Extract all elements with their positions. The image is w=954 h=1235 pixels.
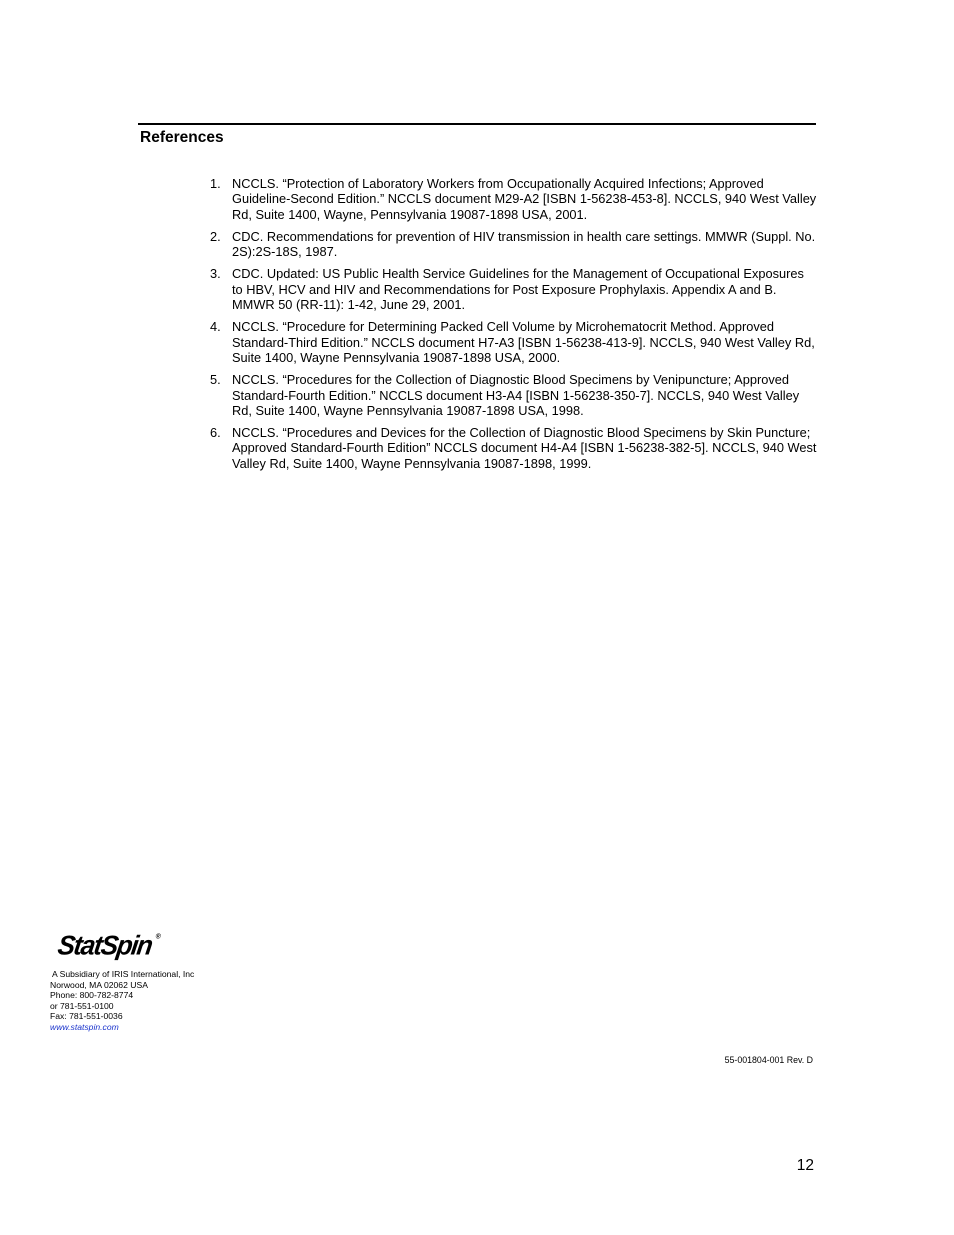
reference-text: NCCLS. “Protection of Laboratory Workers from Occupationally Acquired Infections; Approved Guideline-Second Edition.” NCCLS document M29-A2 [ISBN 1-56238-453-8]. NCCLS, 940 West Valley Rd, Suite 1400, Wayne, Pennsylvania 19087-1898 USA, 2001. <box>232 176 817 222</box>
reference-text: NCCLS. “Procedures for the Collection of Diagnostic Blood Specimens by Venipuncture; Approved Standard-Fourth Edition.” NCCLS document H3-A4 [ISBN 1-56238-350-7]. NCCLS, 940 West Valley Rd, Suite 1400, Wayne Pennsylvania 19087-1898 USA, 1998. <box>232 372 800 418</box>
reference-text: NCCLS. “Procedures and Devices for the Collection of Diagnostic Blood Specimens by Skin Puncture; Approved Standard-Fourth Edition” NCCLS document H4-A4 [ISBN 1-56238-382-5]. NCCLS, 940 West Valley Rd, Suite 1400, Wayne Pennsylvania 19087-1898, 1999. <box>232 425 817 471</box>
phone-alt-line: or 781-551-0100 <box>50 1000 114 1011</box>
section-title: References <box>140 129 224 146</box>
subsidiary-line: A Subsidiary of IRIS International, Inc <box>52 969 195 979</box>
reference-text: CDC. Recommendations for prevention of HIV transmission in health care settings. MMWR (Suppl. No. 2S):2S-18S, 1987. <box>232 228 816 260</box>
statspin-logo <box>55 929 162 962</box>
reference-list <box>205 176 817 478</box>
reference-number: 2. <box>210 228 221 244</box>
section-rule <box>138 123 816 125</box>
fax-line: Fax: 781-551-0036 <box>50 1011 123 1022</box>
website-link[interactable]: www.statspin.com <box>50 1021 119 1032</box>
registered-mark: ® <box>155 933 162 941</box>
reference-text: NCCLS. “Procedure for Determining Packed Cell Volume by Microhematocrit Method. Approved Standard-Third Edition.” NCCLS document H7-A3 [ISBN 1-56238-413-9]. NCCLS, 940 West Valley Rd, Suite 1400, Wayne Pennsylvania 19087-1898 USA, 2000. <box>232 319 815 365</box>
company-info <box>50 969 194 1033</box>
reference-number: 5. <box>210 372 221 388</box>
reference-item <box>205 266 817 312</box>
logo-text: StatSpin <box>55 929 154 961</box>
page-number: 12 <box>796 1157 814 1174</box>
reference-number: 1. <box>210 176 221 191</box>
reference-text: CDC. Updated: US Public Health Service Guidelines for the Management of Occupational Exposures to HBV, HCV and HIV and Recommendations for Post Exposure Prophylaxis. Appendix A and B. MMWR 50 (RR-11): 1-42, June 29, 2001. <box>232 266 804 313</box>
reference-number: 6. <box>210 425 221 441</box>
reference-number: 3. <box>210 266 221 282</box>
reference-number: 4. <box>210 319 221 335</box>
reference-item <box>205 229 817 260</box>
reference-item <box>205 176 817 222</box>
reference-item <box>205 372 817 418</box>
address-line: Norwood, MA 02062 USA <box>50 979 148 990</box>
phone-line: Phone: 800-782-8774 <box>50 990 134 1001</box>
reference-item <box>205 425 817 471</box>
reference-item <box>205 319 817 365</box>
document-number: 55-001804-001 Rev. D <box>724 1055 813 1065</box>
